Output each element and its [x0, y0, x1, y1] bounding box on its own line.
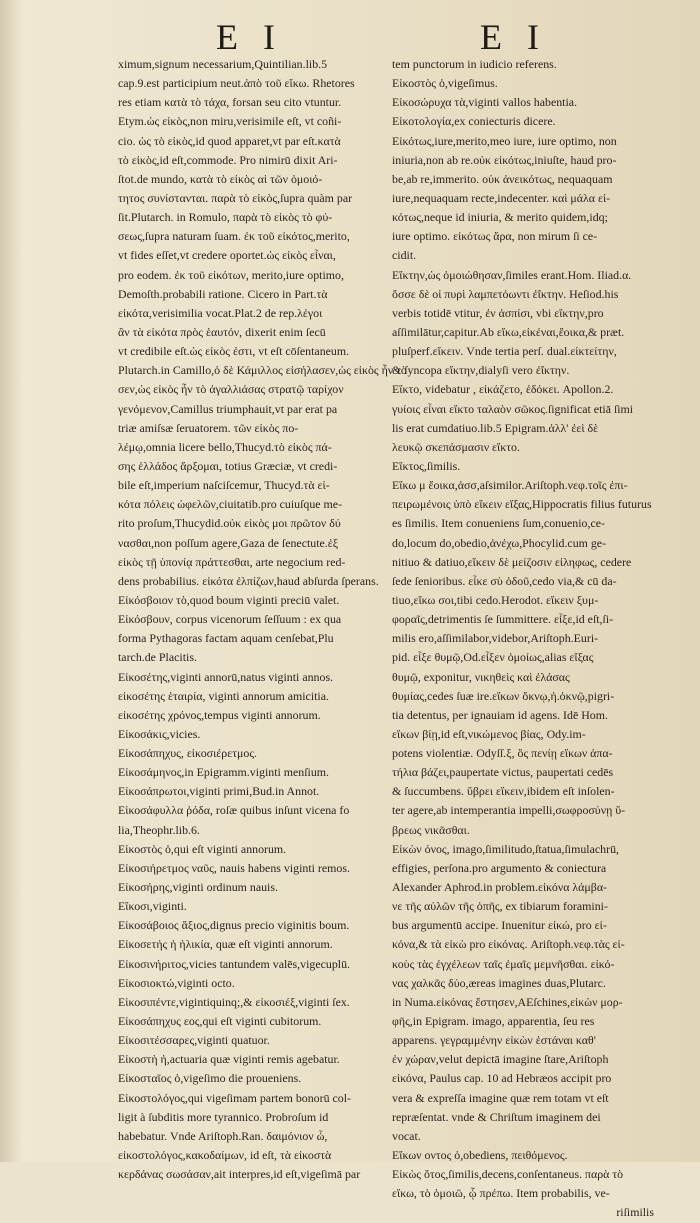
right-column	[392, 55, 654, 1223]
right-column-line: Alexander Aphrod.in problem.εἰκόνα λάμβα-	[392, 880, 608, 895]
left-column-line: bile eſt,imperium naſciſcemur, Thucyd.τὰ εἰ-	[118, 478, 330, 493]
right-column-line: iniuria,non ab re.οὐκ εἰκότως,iniuſte, haud pro-	[392, 152, 617, 167]
right-column-line: Εἴκω μ ἔοικα,ἀσσ,aſsimilor.Ariſtoph.νεφ.τοῖς ἐπι-	[392, 478, 628, 493]
left-column-line: λέμῳ,omnia licere bello,Thucyd.τὸ εἰκὸς πά-	[118, 439, 332, 454]
left-column-line: Εἰκόσβουν, corpus vicenorum ſeſſuum : ex qua	[118, 612, 342, 627]
left-column-line: εἰκοσέτης χρόνος,tempus viginti annorum.	[118, 707, 321, 722]
left-column-line: Εἰκοσάπηχυς εος,qui eſt viginti cubitorum.	[118, 1014, 322, 1029]
right-column-line: εἴκων βίῃ,id eſt,νικώμενος βίας, Ody.im-	[392, 726, 586, 741]
left-column-line: Εἰκοστὸς ὁ,qui eſt viginti annorum.	[118, 841, 287, 856]
right-column-line: repræſentat. vnde & Chriſtum imaginem dei	[392, 1109, 601, 1124]
left-column-line: Εἰκόσβοιον τὸ,quod boum viginti preciū valet.	[118, 592, 340, 607]
left-column-line: Εἰκοσάμηνος,in Epigramm.viginti menſium.	[118, 765, 330, 780]
right-column-line: pluſperf.εἴκειν. Vnde tertia perſ. dual.εἰκτείτην,	[392, 344, 617, 359]
right-column-line: tem punctorum in iudicio referens.	[392, 57, 557, 71]
left-column-line: Plutarch.in Camillo,ὁ δὲ Κάμιλλος εἰσήλασεν,ὡς εἰκὸς ἦν τὸ	[118, 363, 407, 378]
right-column-line: ter agere,ab intemperantia impelli,σωφροσύνῃ ὕ-	[392, 803, 626, 818]
right-column-line: & ſuccumbens. ὕβρει εἴκειν,ibidem eſt inſolen-	[392, 784, 615, 799]
right-column-line: Εἴκτος,ſimilis.	[392, 458, 461, 473]
right-column-line: κότως,neque id iniuria, & merito quidem,idq;	[392, 210, 608, 225]
left-column-line: Εἰκοσάπρωτοι,viginti primi,Bud.in Annot.	[118, 784, 320, 799]
left-column-line: εἰκοστολόγος,κακοδαίμων, id eſt, τὰ εἰκοστὰ	[118, 1148, 332, 1163]
right-column-line: vera & expreſſa imagine quæ rem totam vt eſt	[392, 1090, 609, 1105]
left-column-line: Εἰκοστὴ ἡ,actuaria quæ viginti remis agebatur.	[118, 1052, 340, 1067]
left-column-line: Demoſth.probabili ratione. Cicero in Part.τὰ	[118, 286, 328, 301]
right-column-line: νας χαλκᾶς δύο,æreas imagines duas,Plutarc.	[392, 975, 606, 990]
left-column-line: Εἰκοσέτης,viginti annorū,natus viginti annos.	[118, 669, 334, 684]
right-column-line: potens violentiæ. Odyſſ.ξ, ὃς πενίῃ εἴκων ἀπα-	[392, 746, 613, 761]
left-column-line: Εἰκοσάκις,vicies.	[118, 726, 201, 741]
running-head-right: E I	[480, 17, 547, 57]
right-column-line: φῆς,in Epigram. imago, apparentia, ſeu res	[392, 1014, 595, 1029]
left-column-line: Εἰκοσιπέντε,vigintiquinq;,& εἰκοσιέξ,viginti ſex.	[118, 994, 350, 1009]
right-column-line: be,ab re,immerito. οὐκ ἀνεικότως, nequaquam	[392, 171, 613, 186]
right-column-line: do,locum do,obedio,ἀνέχω,Phocylid.cum ge-	[392, 535, 607, 550]
left-column-line: Εἰκοσιτέσσαρες,viginti quatuor.	[118, 1033, 270, 1048]
right-column-line: ἐν χώραν,velut depictā imagine ſtare,Ariſtoph	[392, 1052, 609, 1067]
right-column-line: Εἰκὼς ὅτος,ſimilis,decens,conſentaneus. παρὰ τὸ	[392, 1167, 624, 1182]
right-column-line: Εἴκτην,ὡς ὁμοιώθησαν,ſimiles erant.Hom. Iliad.α.	[392, 267, 632, 282]
left-column-line: pro eodem. ἐκ τοῦ εἰκότων, merito,iure optimo,	[118, 267, 344, 282]
left-column-line: vt fides eſſet,vt credere oportet.ὡς εἰκὸς εἶναι,	[118, 248, 336, 263]
right-column-line: Εἴκων οντος ὁ,obediens, πειθόμενος.	[392, 1148, 568, 1163]
right-column-line: νε τῆς αὐλῶν τῆς ὀπῆς, ex tibiarum foramini-	[392, 899, 608, 914]
left-column-line: κότα πόλεις ὠφελῶν,ciuitatib.pro cuiuſque me-	[118, 497, 343, 512]
left-column-line: forma Pythagoras factam aquam cenſebat,Plu	[118, 631, 334, 646]
left-column-line: vt credibile eſt.ὡς εἰκὸς ἐστι, vt eſt cōſentaneum.	[118, 344, 350, 359]
left-column-line: triæ amiſsæ ſeruatorem. τῶν εἰκὸς πο-	[118, 420, 299, 435]
right-column-line: aſſimilātur,capitur.Ab εἴκω,εἰκέναι,ἔοικα,& præt.	[392, 324, 625, 339]
left-column-line: εἰκότα,verisimilia vocat.Plat.2 de rep.λέγοι	[118, 305, 323, 320]
right-column-line: tiuo,εἴκω σοι,tibi cedo.Herodot. εἴκειν ξυμ-	[392, 592, 599, 607]
right-column-line: κόνα,& τὰ εἰκὼ pro εἰκόνας. Ariſtoph.νεφ.τὰς εἰ-	[392, 937, 625, 952]
left-column-line: γενόμενον,Camillus triumphauit,vt par erat pa	[118, 401, 338, 416]
right-column-line: Εἰκοτολογία,ex coniecturis dicere.	[392, 114, 556, 129]
right-column-line: βρεως νικᾶσθαι.	[392, 822, 470, 837]
right-column-line: iure,nequaquam recte,indecenter. καὶ μάλα εἰ-	[392, 190, 611, 205]
right-column-line: apparens. γεγραμμένην εἰκὼν ἑστάναι καθ'	[392, 1033, 596, 1048]
right-column-line: ὅσσε δὲ οἱ πυρὶ λαμπετόωντι ἐΐκτην. Heſiod.his	[392, 286, 619, 301]
right-column-line: milis ero,aſſimilabor,videbor,Ariſtoph.Euri-	[392, 631, 599, 646]
right-column-line: in Numa.εἰκόνας ἔστησεν,AEſchines,εἰκὼν μορ-	[392, 994, 623, 1009]
left-column-line: Εἰκοστολόγος,qui vigeſimam partem bonorū col-	[118, 1090, 351, 1105]
right-column-line: nitiuo & datiuo,εἴκειν δὲ μείζοσιν εἰληφως, cedere	[392, 554, 632, 569]
right-column-line: bus argumentū accipe. Inuenitur εἰκώ, pro εἰ-	[392, 918, 607, 933]
left-column-line: τὸ εἰκὸς,id eſt,commode. Pro nimirū dixit Ari-	[118, 152, 338, 167]
left-column-line: res etiam κατὰ τὸ τάχα, forsan seu cito vtuntur.	[118, 95, 342, 110]
left-column-line: τητος συνίστανται. παρὰ τὸ εἰκὸς,ſupra quàm par	[118, 190, 353, 205]
right-column-line: φοραῖς,detrimentis ſe ſummittere. εἶξε,id eſt,ſi-	[392, 612, 614, 627]
left-column-line: cap.9.est participium neut.ἀπὸ τοῦ εἴκω. Rhetores	[118, 76, 355, 91]
right-column-line: εἰκόνα, Paulus cap. 10 ad Hebræos accipit pro	[392, 1071, 612, 1086]
left-column-line: Εἰκοσιοκτώ,viginti octo.	[118, 975, 235, 990]
left-column-line: Εἰκοσταῖος ὁ,vigeſimo die proueniens.	[118, 1071, 302, 1086]
right-column-line: tia detentus, per ignauiam id agens. Idē Hom.	[392, 707, 608, 722]
left-column-line: Εἰκοσάπηχυς, εἰκοσιέρετμος.	[118, 746, 257, 761]
left-column-line: ximum,signum necessarium,Quintilian.lib.5	[118, 57, 328, 71]
left-column-line: ligit à ſubditis more tyrannico. Probroſum id	[118, 1109, 329, 1124]
right-column-line: εἴκω, τὸ ὁμοιῶ, ᾧ πρέπω. Item probabilis, ve-	[392, 1186, 610, 1201]
left-column-line: Εἰκοσιήρετμος ναῦς, nauis habens viginti remos.	[118, 860, 350, 875]
right-column-line: lis erat cumdatiuo.lib.5 Epigram.ἀλλ' ἐεὶ δὲ	[392, 420, 599, 435]
left-column-line: Etym.ὡς εἰκὸς,non miru,verisimile eſt, vt coñi-	[118, 114, 342, 129]
left-column-line: σεως,ſupra naturam ſuam. ἐκ τοῦ εἰκότος,merito,	[118, 229, 350, 244]
left-column-line: cio. ὡς τὸ εἰκὸς,id quod apparet,vt par eſt.κατὰ	[118, 133, 341, 148]
right-column-line: verbis totidē vtitur, ἐν ἀσπίσι, vbi εἴκτην,pro	[392, 305, 604, 320]
right-column-line: θυμῷ, exponitur, νικηθεὶς καὶ ἐλάσας	[392, 669, 570, 684]
right-column-line: Εἴκτο, videbatur , εἰκάζετο, ἐδόκει. Apollon.2.	[392, 382, 614, 397]
right-column-line: λευκῷ σκεπάσμασιν εἴκτο.	[392, 439, 520, 454]
right-column-line: Εἰκὼν όνος, imago,ſimilitudo,ſtatua,ſimulachrū,	[392, 841, 619, 856]
running-head-left: E I	[216, 17, 283, 57]
left-column-line: ἂν τὰ εἰκότα πρὸς ἑαυτόν, dixerit enim ſecū	[118, 324, 326, 339]
left-column-line: lia,Theophr.lib.6.	[118, 822, 200, 837]
left-column-line: dens probabilius. εἰκότα ἐλπίζων,haud abſurda ſperans.	[118, 573, 379, 588]
right-column-line: τήλια βάζει,paupertate victus, paupertati cedēs	[392, 765, 614, 780]
right-column-line: riſimilis	[616, 1205, 654, 1220]
left-column-line: ſit.Plutarch. in Romulo, παρὰ τὸ εἰκὸς τὸ φύ-	[118, 210, 333, 225]
left-column-line: ſtot.de mundo, κατὰ τὸ εἰκὸς αἱ τῶν ὁμοιό-	[118, 171, 323, 186]
left-column-line: habebatur. Vnde Ariſtoph.Ran. δαιμόνιον ὦ,	[118, 1128, 328, 1143]
right-column-line: es ſimilis. Item conueniens ſum,conuenio,ce-	[392, 516, 605, 531]
left-column-line: Εἰκοσετής ἡ ἡλικία, quæ eſt viginti annorum.	[118, 937, 333, 952]
left-column-line: εἰκὸς τῇ ὑπονίᾳ πράττεσθαι, arte negocium red-	[118, 554, 346, 569]
right-column-line: & ſyncopa εἴκτην,dialyſi vero ἐΐκτην.	[392, 363, 570, 378]
left-column-line: Εἴκοσι,viginti.	[118, 899, 187, 914]
left-column-line: tarch.de Placitis.	[118, 650, 197, 665]
left-column-line: Εἰκοσήρης,viginti ordinum nauis.	[118, 880, 278, 895]
left-column-line: Εἰκοσάφυλλα ῥόδα, roſæ quibus inſunt vicena fo	[118, 803, 350, 818]
right-column-line: effigies, perſona.pro argumento & coniectura	[392, 860, 607, 875]
right-column-line: γυίοις εἶναι εἴκτο ταλαὸν σῶκος.ſignificat etiā ſimi	[392, 401, 634, 416]
page-fold-shadow	[0, 0, 22, 1162]
left-column-line: σης ἑλλάδος ἄρξομαι, totius Græciæ, vt credi-	[118, 458, 338, 473]
right-column-line: πειρωμένοις ὑπὸ εἴκειν εἴξας,Hippocratis filius futurus	[392, 497, 652, 512]
left-column-line: εἰκοσέτης ἑταιρία, viginti annorum amicitia.	[118, 688, 329, 703]
right-column-line: iure optimo. εἰκότως ἄρα, non mirum ſi ce-	[392, 229, 598, 244]
right-column-line: Εἰκοσώρυχα τὰ,viginti vallos habentia.	[392, 95, 578, 110]
right-column-line: κοὺς τὰς ἐγχέλεων ταῖς ἐμαῖς μεμνῆσθαι. εἰκό-	[392, 956, 615, 971]
left-column-line: Εἰκοσάβοιος ἄξιος,dignus precio viginitis boum.	[118, 918, 350, 933]
left-column-line: κερδάνας σωσάσαν,ait interpres,id eſt,vigeſimā par	[118, 1167, 361, 1182]
left-column-line: Εἰκοσινήριτος,vicies tantundem valēs,vigecuplū.	[118, 956, 351, 971]
left-column-line: rito proſum,Thucydid.οὐκ εἰκὸς μοι πρῶτον δύ	[118, 516, 341, 531]
right-column-line: pid. εἶξε θυμῷ,Od.εἶξεν ὁμοίως,alias εἴξας	[392, 650, 594, 665]
right-column-line: cidit.	[392, 248, 417, 263]
left-column-line: σεν,ὡς εἰκὸς ἦν τὸ ἀγαλλιάσας στρατῷ ταρίχον	[118, 382, 344, 397]
right-column-line: θυμίας,cedes ſuæ ire.εἴκων ὄκνῳ,ἡ.ὀκνῷ,pigri-	[392, 688, 615, 703]
right-column-line: ſede ſenioribus. εἶκε σὺ ὁδοῦ,cedo via,& cū da-	[392, 573, 617, 588]
right-column-line: Εἰκοστὸς ὁ,vigeſimus.	[392, 76, 498, 91]
right-column-line: vocat.	[392, 1128, 421, 1143]
left-column-line: νασθαι,non poſſum agere,Gaza de ſenectute.ἐξ	[118, 535, 339, 550]
right-column-line: Εἰκότως,iure,merito,meo iure, iure optimo, non	[392, 133, 617, 148]
